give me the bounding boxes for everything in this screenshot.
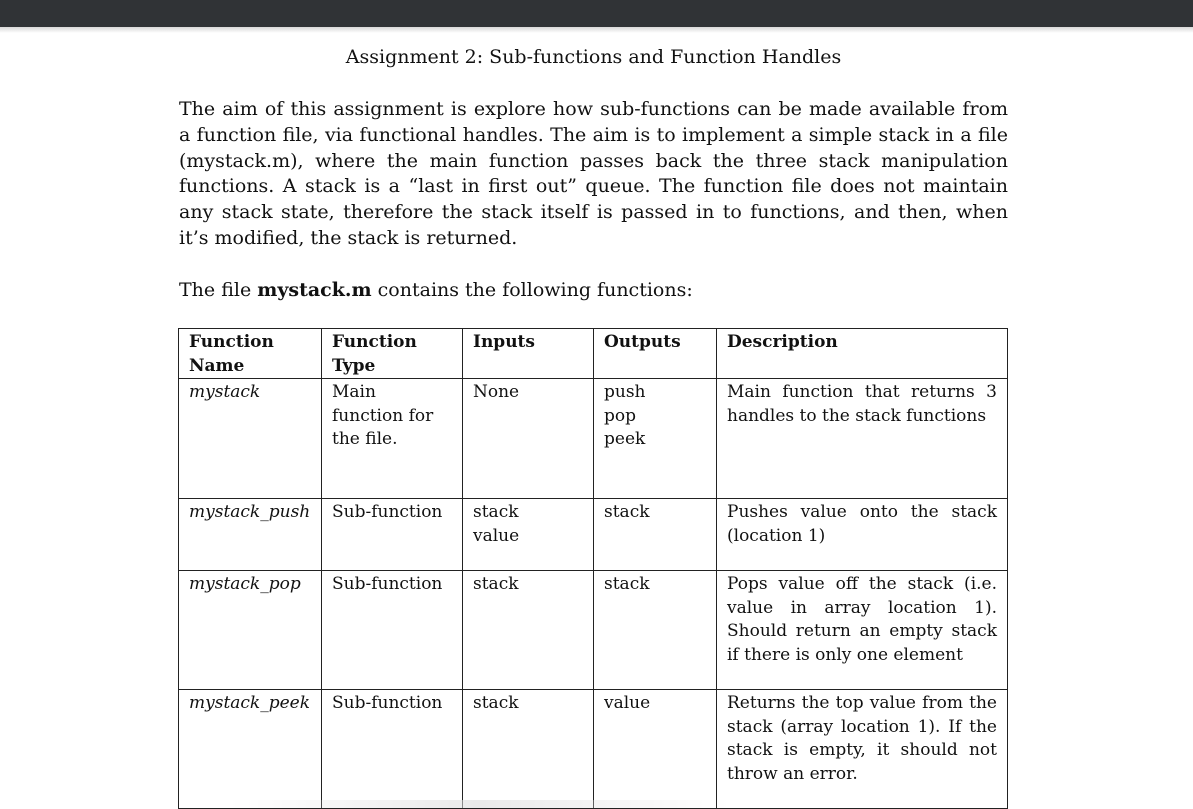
cell-function-name: mystack_peek [179, 690, 322, 809]
cell-function-type: Main function for the file. [322, 379, 463, 499]
cell-inputs: None [463, 379, 594, 499]
table-row [179, 379, 1008, 499]
header-function-name: Function Name [179, 329, 322, 379]
cell-function-name: mystack [179, 379, 322, 499]
cell-description: Returns the top value from the stack (array location 1). If the stack is empty, it should not throw an error. [717, 690, 1008, 809]
file-intro-sentence: The file mystack.m contains the following functions: [179, 279, 693, 301]
cell-inputs: stack [463, 571, 594, 690]
cell-description: Pushes value onto the stack (location 1) [717, 499, 1008, 571]
cell-function-name: mystack_push [179, 499, 322, 571]
header-outputs: Outputs [594, 329, 717, 379]
file-name: mystack.m [257, 279, 372, 301]
cell-function-type: Sub-function [322, 690, 463, 809]
cell-inputs: stack [463, 690, 594, 809]
table-header-row [179, 329, 1008, 379]
document-title: Assignment 2: Sub-functions and Function Handles [345, 46, 842, 68]
page-shadow [0, 27, 1193, 33]
cell-outputs: push pop peek [594, 379, 717, 499]
header-inputs: Inputs [463, 329, 594, 379]
next-page-edge [230, 800, 730, 808]
table-row [179, 690, 1008, 809]
cell-description: Main function that returns 3 handles to the stack functions [717, 379, 1008, 499]
viewer-top-bar [0, 0, 1193, 27]
functions-table [178, 328, 1008, 809]
cell-outputs: value [594, 690, 717, 809]
intro-paragraph: The aim of this assignment is explore how sub-functions can be made available from a function file, via functional handles. The aim is to implement a simple stack in a file (mystack.m), where the main function passes back the three stack manipulation functions. A stack is a “last in first out” queue. The function file does not maintain any stack state, therefore the stack itself is passed in to functions, and then, when it’s modified, the stack is returned. [179, 98, 1008, 249]
header-description: Description [717, 329, 1008, 379]
cell-outputs: stack [594, 499, 717, 571]
table-row [179, 571, 1008, 690]
cell-inputs: stack value [463, 499, 594, 571]
cell-function-type: Sub-function [322, 571, 463, 690]
table-row [179, 499, 1008, 571]
header-function-type: Function Type [322, 329, 463, 379]
cell-function-name: mystack_pop [179, 571, 322, 690]
cell-description: Pops value off the stack (i.e. value in array location 1). Should return an empty stack if there is only one element [717, 571, 1008, 690]
cell-outputs: stack [594, 571, 717, 690]
cell-function-type: Sub-function [322, 499, 463, 571]
